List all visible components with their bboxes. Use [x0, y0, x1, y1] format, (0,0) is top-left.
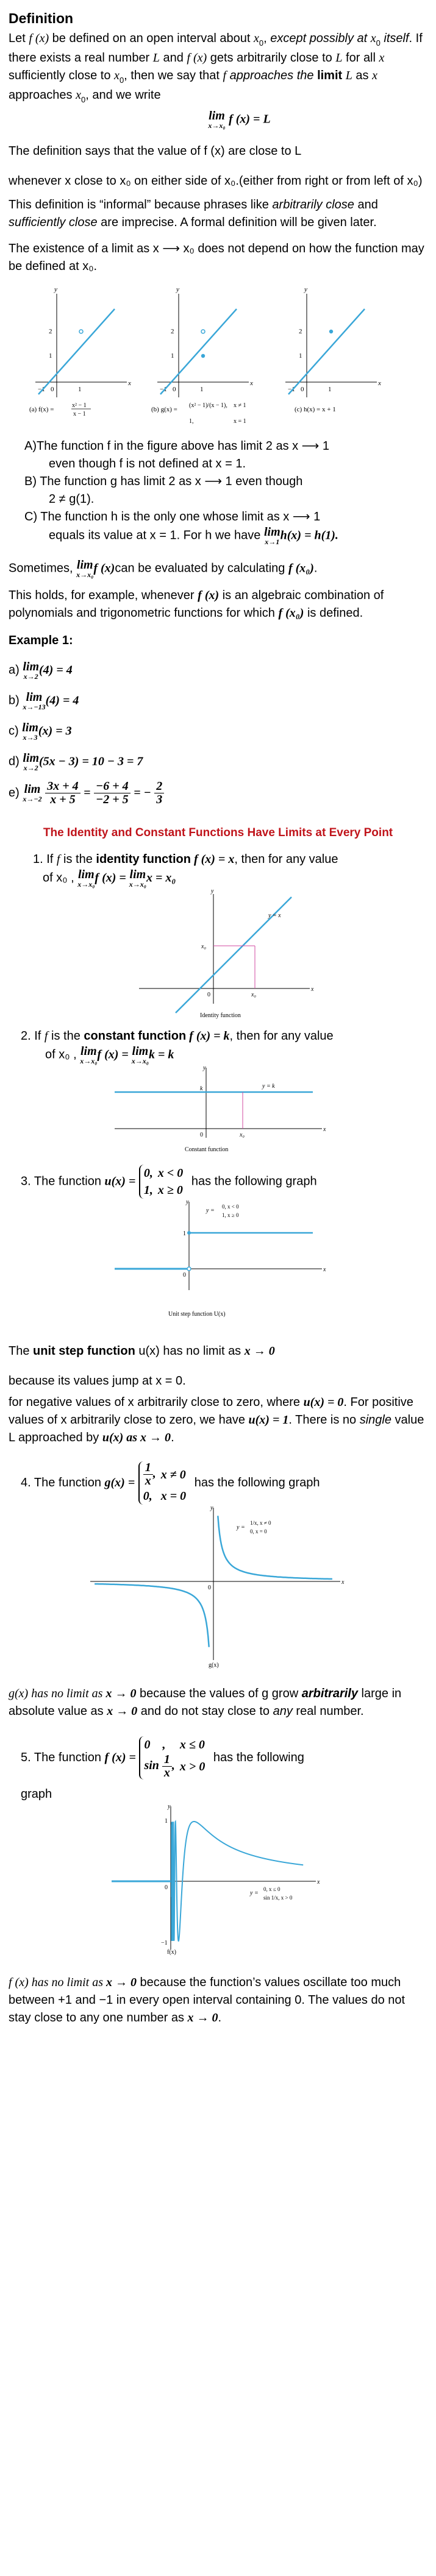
svg-text:(a) f(x) =: (a) f(x) = [29, 405, 54, 413]
item-1: 1. If f is the identity function f (x) = x, then for any value of x₀ , lim x→x₀ f (x) = lim x→x₀ x = x₀ [33, 853, 338, 889]
svg-text:(b) g(x) =: (b) g(x) = [151, 405, 177, 413]
item-2: 2. If f is the constant function f (x) = k, then for any value of x₀ , lim x→x₀ f (x) = lim x→x₀ k = k [21, 1029, 334, 1066]
holds-paragraph: This holds, for example, whenever f (x) is an algebraic combination of polynomials and trigonometric functions for which f (x₀) is defined. [9, 588, 384, 620]
graph-b [151, 286, 253, 425]
svg-text:g(x): g(x) [208, 1662, 219, 1669]
svg-text:x: x [323, 1266, 326, 1274]
svg-text:0: 0 [182, 1272, 186, 1279]
y-label: y [54, 285, 57, 293]
svg-text:1: 1 [48, 352, 52, 360]
item-4: 4. The function g(x) = $\frac{1}{x}$ , x ≠ 0 0, x = 0 has the following graph [9, 1461, 427, 1505]
examples: a) lim x→2 (4) = 4 b) lim x→−13 (4) = 4 c) lim x→3 (x) = 3 d) lim x→2 (5x − 3) = 10 − 3 = 7 e) lim x→−2 $\frac{3x + 4}{x + 5}$ = $\frac{-6 + 4}{-2 + 5}$ = − $\frac{2}{3}$ [9, 661, 427, 806]
svg-text:1: 1 [327, 385, 331, 393]
svg-text:(c) h(x) = x + 1: (c) h(x) = x + 1 [294, 405, 336, 413]
svg-text:1: 1 [298, 352, 302, 360]
svg-text:x: x [316, 1879, 320, 1886]
svg-text:y: y [304, 285, 307, 293]
svg-text:x = 1: x = 1 [233, 417, 246, 425]
page-title: Definition [9, 10, 74, 26]
step-explanation: The unit step function u(x) has no limit as x → 0 because its values jump at x = 0. for negative values of x arbitrarily close to zero, where u(x) = 0. For positive values of x arbitrarily close to zero, we have u(x) = 1. There is no single value L approached by u(x) as x → 0. [9, 1344, 424, 1445]
definition-formula: lim x→x₀ f (x) = L [208, 108, 271, 130]
sin-reciprocal-graph [109, 1803, 328, 1956]
svg-text:0, x < 0: 0, x < 0 [221, 1204, 239, 1210]
page [0, 9, 436, 2027]
svg-text:x: x [377, 379, 381, 387]
sometimes-paragraph: Sometimes, lim x→x₀ f (x)can be evaluated by calculating f (x₀). [9, 558, 318, 579]
definition-says-2: whenever x close to x₀ on either side of x₀.(either from right or from left of x₀) [9, 174, 423, 188]
svg-text:1: 1 [77, 385, 81, 393]
svg-text:−1: −1 [287, 385, 295, 393]
item-5: 5. The function f (x) = 0 , x ≤ 0 sin $\frac{1}{x}$ , x > 0 has the following graph [9, 1736, 427, 1803]
svg-text:Identity function: Identity function [199, 1012, 241, 1020]
svg-text:−1: −1 [37, 385, 45, 393]
svg-text:y =: y = [236, 1524, 245, 1531]
svg-text:0, x ≤ 0: 0, x ≤ 0 [263, 1886, 280, 1893]
svg-text:0: 0 [172, 385, 176, 393]
svg-text:0: 0 [300, 385, 304, 393]
svg-text:(x² − 1)/(x − 1),: (x² − 1)/(x − 1), [188, 402, 227, 409]
svg-text:−1: −1 [159, 385, 167, 393]
svg-text:x₀: x₀ [251, 992, 256, 999]
definition-says-1: The definition says that the value of f (x) are close to L [9, 144, 302, 158]
svg-text:x: x [310, 986, 313, 993]
existence-paragraph: The existence of a limit as x ⟶ x₀ does not depend on how the function may be defined at x₀. [9, 241, 424, 273]
constant-function-graph [102, 1065, 334, 1156]
svg-text:y: y [210, 1505, 213, 1512]
svg-text:y = k: y = k [262, 1083, 275, 1090]
identity-function-graph [109, 888, 328, 1019]
svg-text:2: 2 [170, 327, 174, 335]
graph-a [29, 286, 131, 417]
svg-text:y: y [210, 888, 213, 895]
svg-text:1, x ≥ 0: 1, x ≥ 0 [221, 1212, 238, 1219]
svg-text:1: 1 [199, 385, 203, 393]
g-explanation: g(x) has no limit as x → 0 because the values of g grow arbitrarily large in absolute value as x → 0 and do not stay close to any real number. [9, 1687, 402, 1719]
svg-text:1,: 1, [188, 417, 193, 425]
x-label: x [127, 379, 131, 387]
example-heading: Example 1: [9, 633, 73, 647]
unit-step-graph [102, 1199, 334, 1321]
svg-text:x ≠ 1: x ≠ 1 [233, 402, 246, 409]
definition-paragraph: Let f (x) be defined on an open interval about $x_0$, except possibly at $x_0$ itself. If there exists a real number L and f (x) gets arbitrarily close to L for all x sufficiently close to $x_0$, then we say that f approaches the limit L as x approaches $x_0$, and we write [9, 32, 423, 105]
svg-text:k: k [199, 1085, 202, 1093]
svg-text:1/x, x ≠ 0: 1/x, x ≠ 0 [249, 1520, 271, 1527]
notes-list: A)The function f in the figure above has limit 2 as x ⟶ 1 even though f is not defined at x = 1. B) The function g has limit 2 as x ⟶ 1 even though 2 ≠ g(1). C) The function h is the only one whose limit as x ⟶ 1 equals its value at x = 1. For h we have lim x→1 h(x) = h(1). [24, 439, 338, 546]
svg-text:0: 0 [164, 1884, 168, 1892]
svg-text:x: x [249, 379, 253, 387]
svg-text:Constant function: Constant function [184, 1146, 228, 1154]
svg-text:x₀: x₀ [201, 943, 206, 951]
svg-text:sin 1/x, x > 0: sin 1/x, x > 0 [263, 1895, 292, 1901]
svg-text:x: x [341, 1579, 344, 1586]
svg-text:x − 1: x − 1 [73, 410, 86, 417]
svg-text:y: y [185, 1199, 188, 1206]
svg-text:0, x = 0: 0, x = 0 [249, 1528, 267, 1535]
svg-text:0: 0 [199, 1132, 203, 1139]
informal-paragraph: This definition is “informal” because phrases like arbitrarily close and sufficiently close are imprecise. A formal definition will be given later. [9, 197, 378, 229]
svg-text:y: y [176, 285, 179, 293]
svg-text:1: 1 [170, 352, 174, 360]
svg-text:−1: −1 [160, 1940, 168, 1947]
svg-text:0: 0 [207, 992, 210, 999]
reciprocal-function-graph [84, 1505, 352, 1669]
svg-text:1: 1 [164, 1818, 168, 1825]
svg-text:y =: y = [249, 1890, 259, 1897]
svg-text:x: x [323, 1126, 326, 1134]
graph-c [285, 286, 381, 413]
svg-text:f(x): f(x) [166, 1949, 176, 1956]
svg-text:y =: y = [205, 1207, 215, 1215]
section-heading: The Identity and Constant Functions Have Limits at Every Point [43, 826, 393, 839]
svg-text:2: 2 [298, 327, 302, 335]
svg-text:2: 2 [48, 327, 52, 335]
svg-text:x² − 1: x² − 1 [71, 402, 87, 409]
svg-text:y: y [202, 1065, 205, 1072]
three-graphs-figure [23, 282, 413, 434]
svg-text:x₀: x₀ [239, 1132, 245, 1139]
svg-text:y = x: y = x [268, 912, 281, 920]
sin-explanation: f (x) has no limit as x → 0 because the function’s values oscillate too much between +1 and −1 in every open interval containing 0. The values do not stay close to any one number as x → 0. [9, 1976, 406, 2025]
svg-text:1: 1 [182, 1230, 186, 1238]
item-3: 3. The function u(x) = 0, x < 0 1, x ≥ 0 has the following graph [9, 1165, 427, 1199]
svg-text:y: y [167, 1803, 170, 1811]
svg-text:0: 0 [50, 385, 54, 393]
svg-text:Unit step function U(x): Unit step function U(x) [168, 1311, 226, 1318]
svg-text:0: 0 [207, 1584, 211, 1592]
